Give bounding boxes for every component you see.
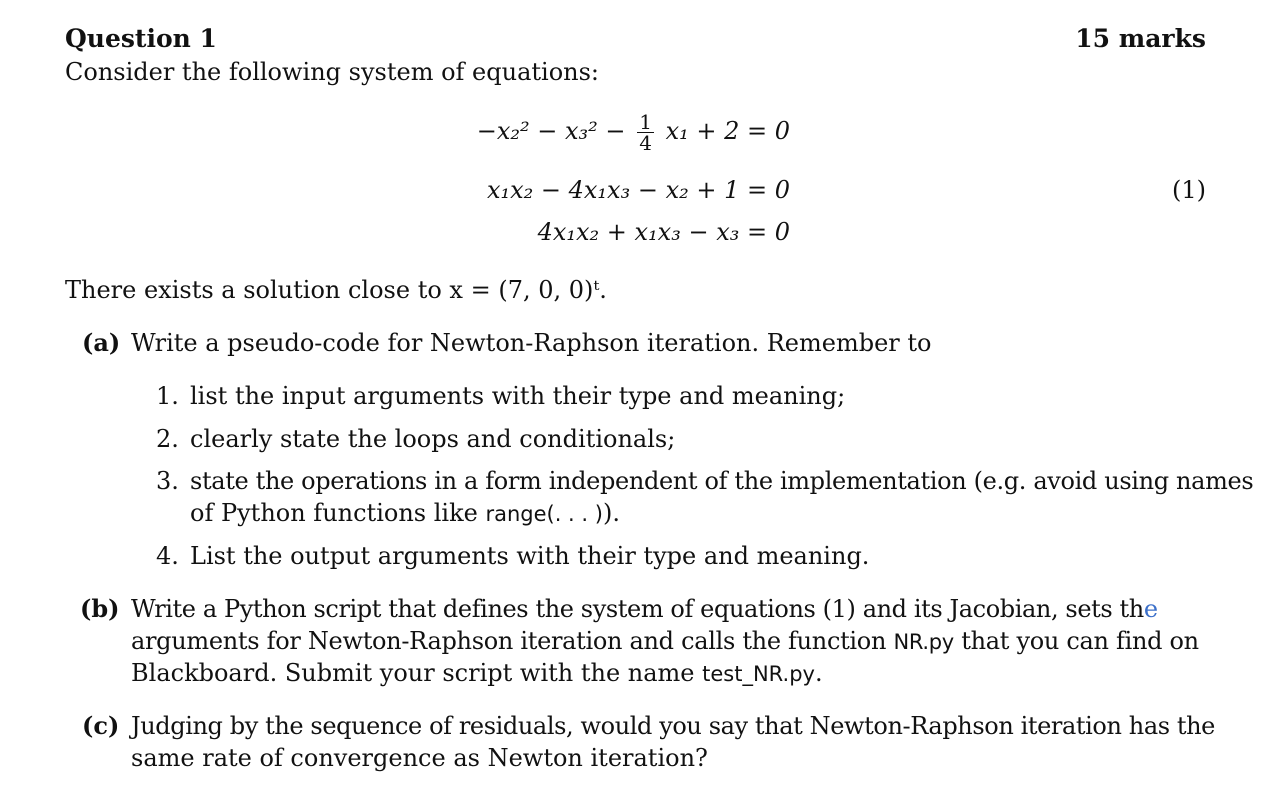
part-b-label: (b) [80, 594, 120, 623]
part-b-text: Write a Python script that defines the system of equations (1) and its Jacobian, sets th [131, 595, 1144, 623]
solution-text: There exists a solution close to x = (7, 0, 0)ᵗ. [65, 276, 607, 304]
part-c-line-1: Judging by the sequence of residuals, would you say that Newton-Raphson iteration has the [131, 712, 1215, 740]
list-item-text: of Python functions like [190, 499, 486, 527]
part-b-text: that you can find on [953, 627, 1199, 655]
question-title: Question 1 [65, 24, 217, 53]
list-item-num: 1. [156, 382, 179, 410]
part-c-line-2: same rate of convergence as Newton iteration? [131, 744, 708, 772]
part-a-text: Write a pseudo-code for Newton-Raphson iteration. Remember to [131, 329, 932, 357]
intro-text: Consider the following system of equations: [65, 58, 600, 86]
eq1-left: −x₂² − x₃² − [476, 117, 626, 145]
eq1-frac-den: 4 [639, 131, 652, 155]
list-item: clearly state the loops and conditionals; [190, 425, 676, 453]
eq1-fraction [637, 112, 654, 153]
eq1-right: x₁ + 2 = 0 [665, 117, 790, 145]
list-item-num: 2. [156, 425, 179, 453]
list-item-continued [190, 497, 620, 530]
list-item-num: 4. [156, 542, 179, 570]
part-b-line-1 [131, 593, 1158, 625]
equation-number: (1) [1172, 176, 1206, 204]
part-b-text-accent: e [1143, 595, 1158, 623]
part-b-line-3 [131, 657, 823, 690]
code-test-nr-py: test_NR.py [702, 662, 815, 686]
code-nr-py: NR.py [893, 630, 954, 654]
part-b-text: arguments for Newton-Raphson iteration and calls the function [131, 627, 894, 655]
part-c-label: (c) [82, 711, 120, 740]
equation-3: 4x₁x₂ + x₁x₃ − x₃ = 0 [537, 218, 790, 246]
code-range: range(. . . ) [485, 502, 603, 526]
list-item-num: 3. [156, 467, 179, 495]
equation-1 [477, 112, 790, 153]
list-item: List the output arguments with their type and meaning. [190, 542, 870, 570]
eq1-frac-num: 1 [639, 110, 652, 134]
part-b-line-2 [131, 625, 1199, 658]
marks-label: 15 marks [1075, 24, 1206, 53]
part-b-text: Blackboard. Submit your script with the name [131, 659, 703, 687]
part-b-text: . [814, 659, 823, 687]
list-item-text: ). [602, 499, 620, 527]
part-a-label: (a) [82, 328, 121, 357]
list-item: list the input arguments with their type and meaning; [190, 382, 846, 410]
equation-2: x₁x₂ − 4x₁x₃ − x₂ + 1 = 0 [486, 176, 790, 204]
list-item: state the operations in a form independent of the implementation (e.g. avoid using names [190, 467, 1254, 495]
